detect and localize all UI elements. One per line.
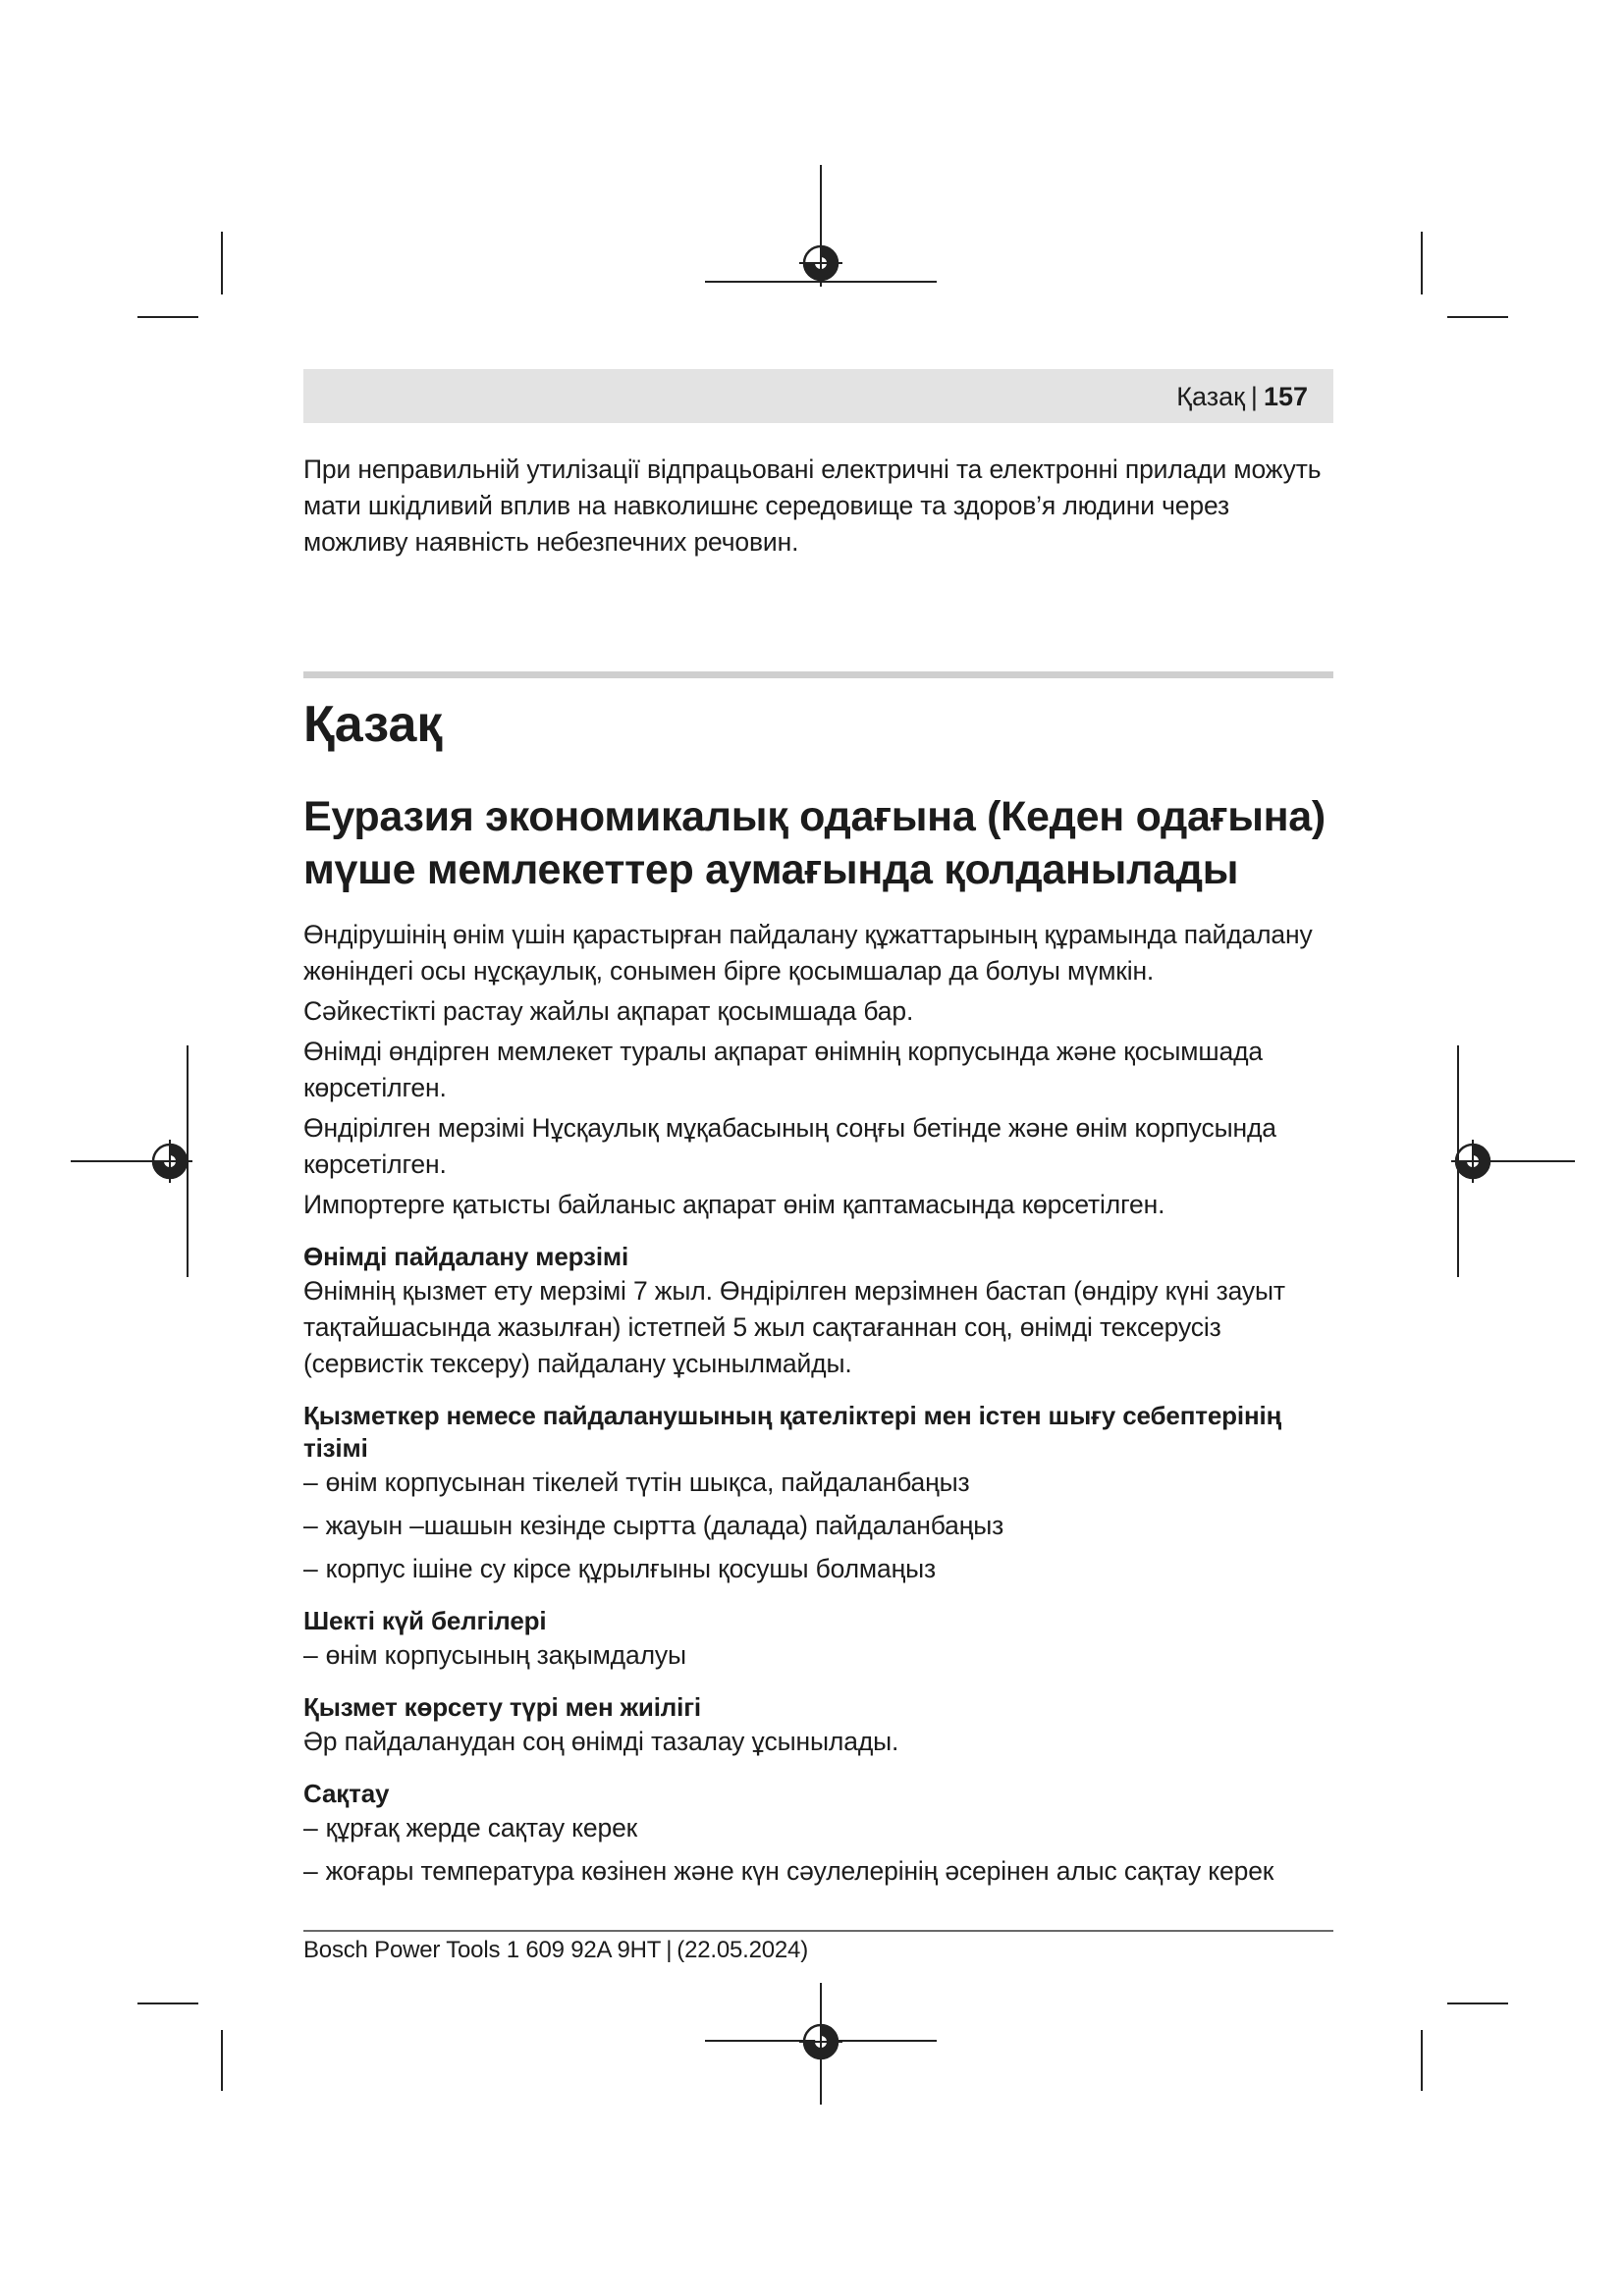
maintenance-text: Әр пайдаланудан соң өнімді тазалау ұсынылады. — [303, 1727, 899, 1756]
section-body — [303, 917, 1333, 1896]
limit-states-heading: Шекті күй белгілері — [303, 1606, 547, 1635]
maintenance-heading: Қызмет көрсету түрі мен жиілігі — [303, 1692, 702, 1722]
section-divider — [303, 671, 1333, 678]
list-item — [303, 1810, 1333, 1846]
list-item — [303, 1508, 1333, 1544]
section-title: Еуразия экономикалық одағына (Кеден одағына) мүше мемлекеттер аумағында қолданылады — [303, 793, 1326, 893]
body-paragraph: Өндірілген мерзімі Нұсқаулық мұқабасының соңғы бетінде және өнім корпусында көрсетілген. — [303, 1113, 1276, 1179]
header-separator: | — [1250, 382, 1258, 411]
body-paragraph: Импортерге қатысты байланыс ақпарат өнім қаптамасында көрсетілген. — [303, 1190, 1165, 1219]
footer-doc: Bosch Power Tools 1 609 92A 9HT — [303, 1937, 662, 1963]
storage-list — [303, 1810, 1333, 1890]
storage-heading: Сақтау — [303, 1779, 390, 1808]
list-dash: – — [303, 1856, 318, 1886]
registration-mark-icon — [799, 2020, 842, 2063]
list-item-text: өнім корпусынан тікелей түтін шықса, пайдаланбаңыз — [325, 1468, 970, 1497]
registration-mark-icon — [148, 1140, 191, 1183]
service-life-text: Өнімнің қызмет ету мерзімі 7 жыл. Өндірілген мерзімнен бастап (өндіру күні зауыт тақтайшасында жазылған) істетпей 5 жыл сақтағаннан соң, өнімді тексерусіз (сервистік тексеру) пайдалану ұсынылмайды. — [303, 1276, 1285, 1378]
errors-heading: Қызметкер немесе пайдаланушының қателіктері мен істен шығу себептерінің тізімі — [303, 1401, 1282, 1463]
list-item — [303, 1637, 1333, 1674]
service-life-heading: Өнімді пайдалану мерзімі — [303, 1242, 629, 1271]
language-title: Қазақ — [303, 696, 443, 753]
list-item-text: жауын –шашын кезінде сыртта (далада) пайдаланбаңыз — [325, 1511, 1004, 1540]
list-item — [303, 1853, 1333, 1890]
body-paragraph: Өнімді өндірген мемлекет туралы ақпарат өнімнің корпусында және қосымшада көрсетілген. — [303, 1037, 1263, 1102]
list-dash: – — [303, 1468, 318, 1497]
list-dash: – — [303, 1640, 318, 1670]
header-text — [1176, 377, 1308, 416]
body-paragraph: Сәйкестікті растау жайлы ақпарат қосымшада бар. — [303, 996, 914, 1026]
body-paragraph: Өндірушінің өнім үшін қарастырған пайдалану құжаттарының құрамында пайдалану жөніндегі осы нұсқаулық, сонымен бірге қосымшалар да болуы мүмкін. — [303, 920, 1313, 986]
page-footer — [303, 1934, 808, 1967]
limit-states-list — [303, 1637, 1333, 1674]
footer-rule — [303, 1930, 1333, 1932]
list-item-text: құрғақ жерде сақтау керек — [325, 1813, 638, 1842]
registration-mark-icon — [1451, 1140, 1494, 1183]
list-item-text: корпус ішіне су кірсе құрылғыны қосушы болмаңыз — [325, 1554, 936, 1583]
errors-list — [303, 1465, 1333, 1587]
footer-separator: | — [666, 1937, 673, 1963]
list-item — [303, 1465, 1333, 1501]
list-dash: – — [303, 1813, 318, 1842]
intro-paragraph: При неправильній утилізації відпрацьовані електричні та електронні прилади можуть мати шкідливий вплив на навколишнє середовище та здоров’я людини через можливу наявність небезпечних речовин. — [303, 454, 1322, 557]
list-dash: – — [303, 1554, 318, 1583]
registration-mark-icon — [799, 241, 842, 285]
header-section: Қазақ — [1176, 382, 1245, 411]
list-item — [303, 1551, 1333, 1587]
list-dash: – — [303, 1511, 318, 1540]
list-item-text: жоғары температура көзінен және күн сәулелерінің әсерінен алыс сақтау керек — [325, 1856, 1274, 1886]
page-number: 157 — [1263, 382, 1308, 411]
footer-date: (22.05.2024) — [677, 1937, 808, 1963]
list-item-text: өнім корпусының зақымдалуы — [325, 1640, 686, 1670]
running-header — [303, 369, 1333, 423]
